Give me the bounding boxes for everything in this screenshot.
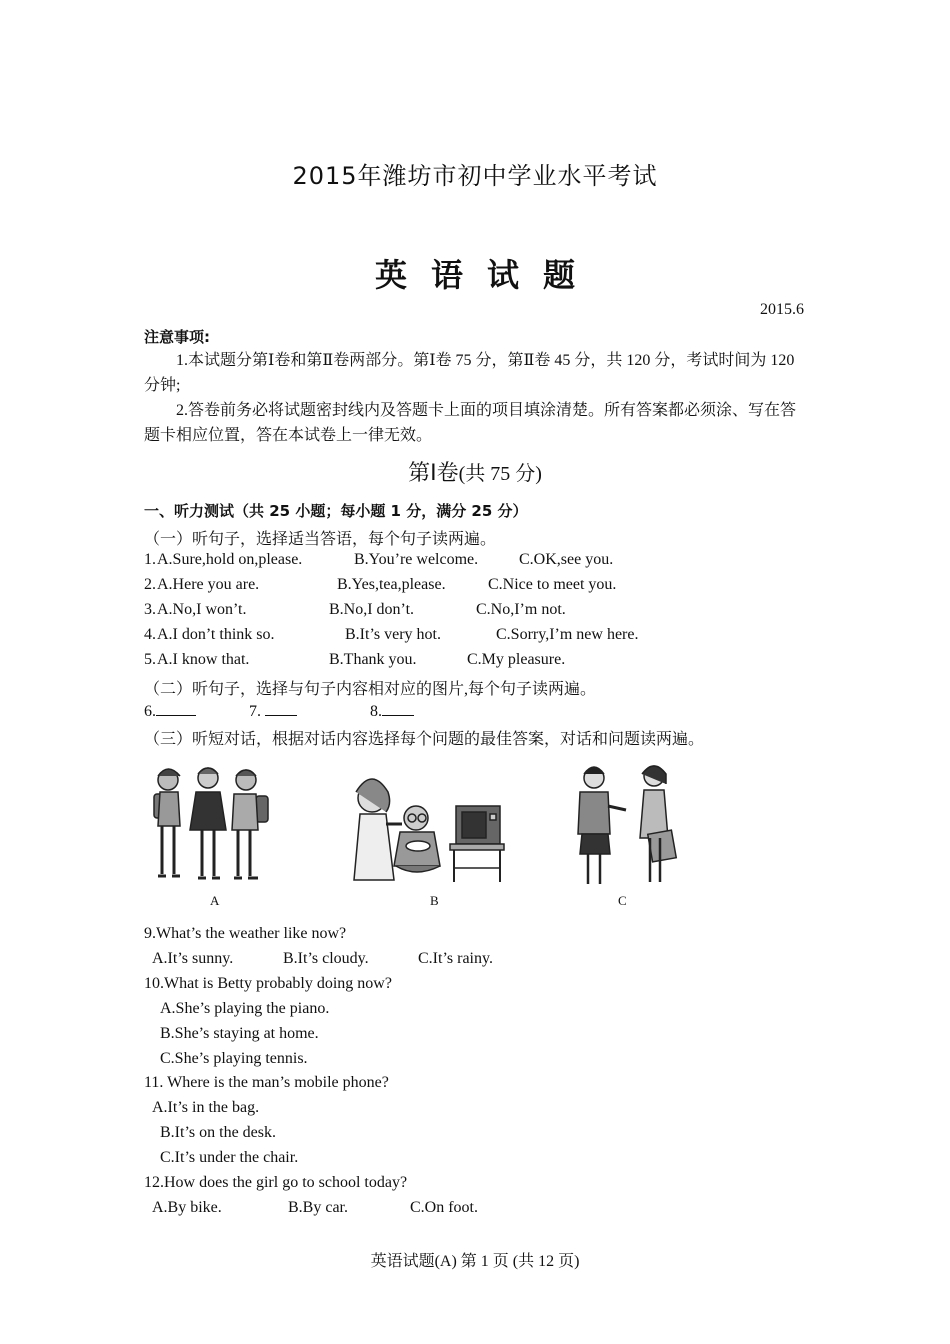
q3-option-b: B.No,I don’t. — [329, 601, 415, 618]
q11-option-a: A.It’s in the bag. — [152, 1099, 260, 1116]
q3-option-a: A.No,I won’t. — [157, 601, 247, 618]
picture-a-label: A — [210, 893, 220, 908]
q2-number: 2. — [144, 576, 156, 593]
q2-option-c: C.Nice to meet you. — [488, 576, 617, 593]
q9-option-a: A.It’s sunny. — [152, 950, 234, 967]
q5-option-a: A.I know that. — [157, 651, 250, 668]
blank-8-label: 8. — [370, 703, 382, 720]
notice-item-1: 1.本试题分第Ⅰ卷和第Ⅱ卷两部分。第Ⅰ卷 75 分，第Ⅱ卷 45 分，共 120 分，考试时间为 120 分钟; — [144, 352, 795, 394]
subsection-2-instruction: （二）听句子，选择与句子内容相对应的图片,每个句子读两遍。 — [144, 681, 597, 698]
subject-title: 英语试题 — [374, 256, 599, 294]
q10-option-b: B.She’s staying at home. — [160, 1025, 319, 1042]
blank-6-line — [156, 701, 196, 716]
blank-7[interactable] — [249, 701, 297, 721]
exam-title: 2015年潍坊市初中学业水平考试 — [292, 162, 658, 190]
q10-option-a: A.She’s playing the piano. — [160, 1000, 330, 1017]
q3-option-c: C.No,I’m not. — [476, 601, 566, 618]
picture-b-label: B — [430, 893, 439, 908]
q2-option-b: B.Yes,tea,please. — [337, 576, 446, 593]
blank-8[interactable] — [370, 701, 414, 721]
q4-number: 4. — [144, 626, 156, 643]
q4-option-b: B.It’s very hot. — [345, 626, 441, 643]
q10-option-c: C.She’s playing tennis. — [160, 1050, 308, 1067]
q10-text: 10.What is Betty probably doing now? — [144, 975, 392, 992]
q5-number: 5. — [144, 651, 156, 668]
notice-heading: 注意事项: — [144, 328, 210, 346]
q2-option-a: A.Here you are. — [157, 576, 260, 593]
blank-7-label: 7. — [249, 703, 261, 720]
blank-8-line — [382, 701, 414, 716]
part-title-label: 第Ⅰ卷 — [408, 461, 459, 486]
q1-option-a: A.Sure,hold on,please. — [157, 551, 303, 568]
q12-option-c: C.On foot. — [410, 1199, 478, 1216]
q1-option-b: B.You’re welcome. — [354, 551, 479, 568]
q11-option-b: B.It’s on the desk. — [160, 1124, 276, 1141]
q4-option-a: A.I don’t think so. — [157, 626, 275, 643]
blank-6[interactable] — [144, 701, 196, 721]
subsection-1-instruction: （一）听句子，选择适当答语，每个句子读两遍。 — [144, 531, 497, 548]
q9-option-b: B.It’s cloudy. — [283, 950, 369, 967]
q5-option-c: C.My pleasure. — [467, 651, 566, 668]
q1-number: 1. — [144, 551, 156, 568]
q4-option-c: C.Sorry,I’m new here. — [496, 626, 639, 643]
q11-option-c: C.It’s under the chair. — [160, 1149, 299, 1166]
q11-text: 11. Where is the man’s mobile phone? — [144, 1074, 389, 1091]
exam-date: 2015.6 — [760, 301, 804, 318]
q9-option-c: C.It’s rainy. — [418, 950, 493, 967]
q12-text: 12.How does the girl go to school today? — [144, 1174, 408, 1191]
q12-option-b: B.By car. — [288, 1199, 348, 1216]
q1-option-c: C.OK,see you. — [519, 551, 614, 568]
two-women-icon — [572, 762, 682, 890]
blank-6-label: 6. — [144, 703, 156, 720]
blank-7-line — [265, 701, 297, 716]
family-tv-icon — [350, 772, 506, 888]
page-footer: 英语试题(A) 第 1 页 (共 12 页) — [370, 1253, 580, 1270]
q12-option-a: A.By bike. — [152, 1199, 222, 1216]
notice-item-2: 2.答卷前务必将试题密封线内及答题卡上面的项目填涂清楚。所有答案都必须涂、写在答题卡相应位置，答在本试卷上一律无效。 — [144, 402, 797, 444]
picture-c-label: C — [618, 893, 627, 908]
section-title: 一、听力测试（共 25 小题；每小题 1 分，满分 25 分） — [144, 502, 528, 520]
subsection-3-instruction: （三）听短对话，根据对话内容选择每个问题的最佳答案，对话和问题读两遍。 — [144, 731, 705, 748]
q9-text: 9.What’s the weather like now? — [144, 925, 347, 942]
q3-number: 3. — [144, 601, 156, 618]
students-group-icon — [146, 764, 274, 892]
part-title-score: (共 75 分) — [458, 463, 542, 485]
q5-option-b: B.Thank you. — [329, 651, 417, 668]
part-title — [0, 456, 950, 487]
